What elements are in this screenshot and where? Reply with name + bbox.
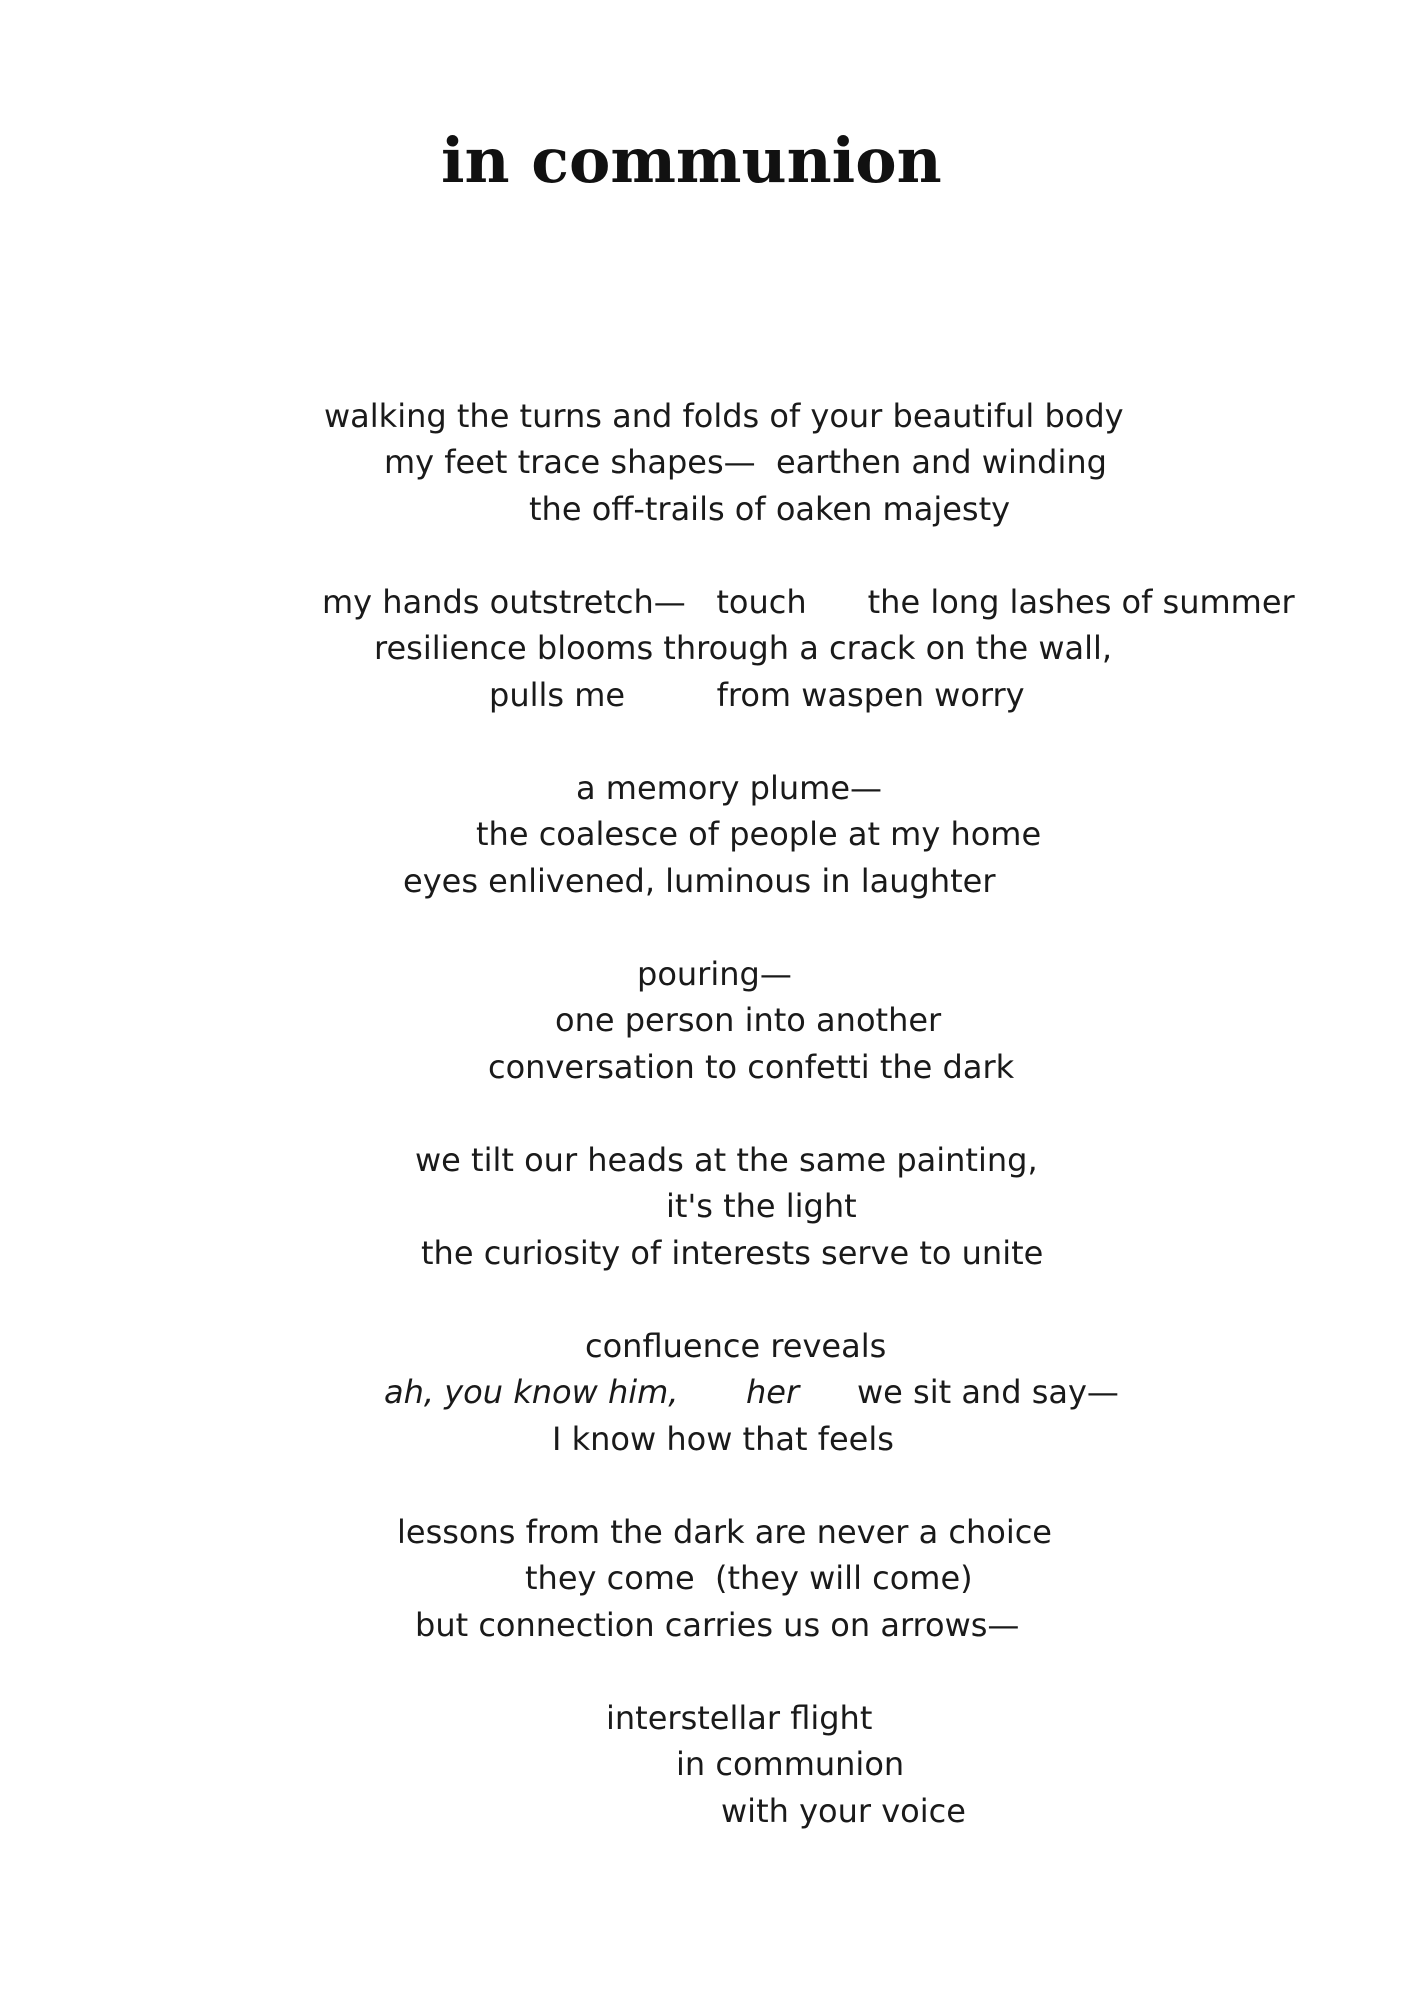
poem-line: eyes enlivened, luminous in laughter bbox=[403, 862, 996, 900]
poem-line: conversation to confetti the dark bbox=[488, 1048, 1015, 1086]
poem-line: the coalesce of people at my home bbox=[476, 815, 1042, 853]
poem-line: the off-trails of oaken majesty bbox=[529, 490, 1011, 528]
poem-line: I know how that feels bbox=[552, 1420, 894, 1458]
poem-line: we tilt our heads at the same painting, bbox=[415, 1141, 1038, 1179]
poem-line: the curiosity of interests serve to unite bbox=[421, 1234, 1044, 1272]
poem-line: my hands outstretch— touch the long lashes of summer bbox=[322, 583, 1295, 621]
poem-line: lessons from the dark are never a choice bbox=[397, 1513, 1052, 1551]
poem-line: but connection carries us on arrows— bbox=[415, 1606, 1020, 1644]
poem-line: one person into another bbox=[555, 1001, 942, 1039]
poem-line: in communion bbox=[676, 1745, 905, 1783]
poem-line-italic: ah, you know him, bbox=[384, 1373, 679, 1411]
poem-line: interstellar flight bbox=[606, 1699, 873, 1737]
poem-line: it's the light bbox=[666, 1187, 857, 1225]
poem-line: we sit and say— bbox=[857, 1373, 1119, 1411]
poem-title: in communion bbox=[441, 124, 942, 197]
poem-line: pulls me from waspen worry bbox=[489, 676, 1025, 714]
poem-line: pouring— bbox=[637, 955, 792, 993]
poem-line: they come (they will come) bbox=[525, 1559, 973, 1597]
poem-line-italic: her bbox=[746, 1373, 800, 1411]
poem-line: resilience blooms through a crack on the wall, bbox=[374, 629, 1113, 667]
poem-line: a memory plume— bbox=[576, 769, 882, 807]
poem-line: walking the turns and folds of your beautiful body bbox=[324, 397, 1124, 435]
poem-line: my feet trace shapes— earthen and winding bbox=[384, 443, 1107, 481]
poem-line: with your voice bbox=[721, 1792, 966, 1830]
poem-line: confluence reveals bbox=[585, 1327, 887, 1365]
